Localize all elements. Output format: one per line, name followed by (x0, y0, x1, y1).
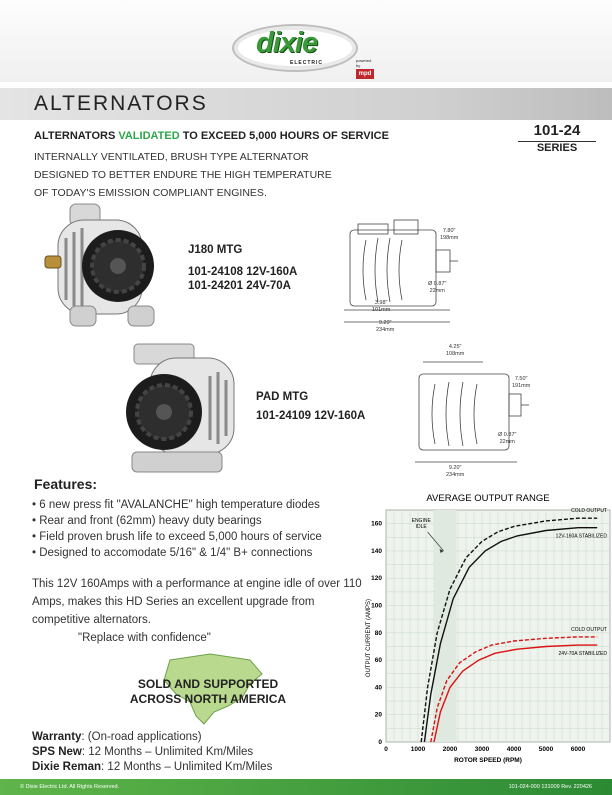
alternator-photo-pad (110, 340, 240, 480)
warranty-text: : (On-road applications) (81, 731, 202, 743)
output-chart (356, 488, 607, 778)
dim-text: 4.25" (448, 344, 462, 350)
y-tick-label: 0 (378, 739, 382, 746)
sps-label: SPS New (32, 746, 82, 758)
dim-text: 234mm (446, 472, 465, 478)
y-tick-label: 20 (374, 711, 382, 719)
mounting1-title: J180 MTG (188, 244, 243, 256)
y-tick-label: 120 (371, 575, 382, 583)
dim-text: 9.20" (378, 320, 392, 326)
description-paragraph: This 12V 160Amps with a performance at engine idle of over 110 Amps, makes this HD Series an excellent upgrade from competitive alternators. (32, 578, 362, 626)
y-tick-label: 40 (374, 684, 382, 692)
feature-item: • 6 new press fit "AVALANCHE" high temperature diodes (32, 497, 322, 513)
series-label-1: 12V-160A STABILIZED (555, 533, 607, 540)
series-box (518, 122, 596, 154)
reman-line (32, 760, 272, 775)
description-line: OF TODAY'S EMISSION COMPLIANT ENGINES. (34, 187, 267, 199)
sps-text: : 12 Months – Unlimited Km/Miles (81, 746, 254, 758)
y-tick-label: 80 (374, 629, 382, 637)
dim-text: 7.80" (442, 228, 456, 234)
dim2-c (498, 432, 516, 446)
x-tick-label: 3000 (474, 746, 490, 753)
tagline-quote: "Replace with confidence" (78, 632, 211, 644)
feature-item: • Field proven brush life to exceed 5,000 hours of service (32, 529, 322, 545)
headline-part1: ALTERNATORS (34, 130, 119, 142)
dim-text: Ø 0.87" (498, 432, 517, 438)
page-title: ALTERNATORS (34, 92, 208, 115)
x-tick-label: 1000 (410, 746, 426, 753)
mounting2-title: PAD MTG (256, 391, 309, 403)
headline-highlight: VALIDATED (118, 130, 180, 142)
dim1-d (376, 320, 394, 334)
x-tick-label: 4000 (506, 746, 522, 753)
x-tick-label: 5000 (538, 746, 554, 753)
chart-title: AVERAGE OUTPUT RANGE (426, 493, 550, 504)
sps-line (32, 745, 272, 760)
dim-text: 191mm (512, 383, 531, 389)
logo-subtitle: ELECTRIC (290, 60, 323, 66)
warranty-line (32, 730, 272, 745)
mounting1-part: 101-24108 12V-160A (188, 266, 298, 278)
warranty-label: Warranty (32, 731, 82, 743)
description-line: INTERNALLY VENTILATED, BRUSH TYPE ALTERNATOR (34, 151, 309, 163)
dim-text: 7.50" (514, 376, 528, 382)
description-line: DESIGNED TO BETTER ENDURE THE HIGH TEMPERATURE (34, 169, 332, 181)
engine-idle-label: ENGINE (411, 518, 431, 524)
x-tick-label: 2000 (442, 746, 458, 753)
series-number: 101-24 (518, 122, 596, 142)
y-tick-label: 60 (374, 657, 382, 665)
dim-text: 9.20" (448, 465, 462, 471)
dim-text: 22mm (499, 439, 515, 445)
series-label: SERIES (536, 142, 578, 154)
dim-text: 101mm (372, 307, 391, 313)
dim-text: 108mm (446, 351, 465, 357)
dim1-c (372, 300, 390, 314)
y-tick-label: 100 (371, 602, 382, 610)
series-label-3: 24V-70A STABILIZED (558, 651, 607, 658)
dim-text: 198mm (440, 235, 459, 241)
x-tick-label: 6000 (570, 746, 586, 753)
footer-doc-id: 101-024-000 131009 Rev. 220426 (508, 784, 592, 790)
series-label-2: COLD OUTPUT (571, 626, 607, 633)
alternator-photo-j180 (40, 198, 170, 333)
sold-supported-text (128, 677, 288, 707)
reman-text: : 12 Months – Unlimited Km/Miles (101, 761, 273, 773)
warranty-block (32, 730, 272, 775)
dixie-logo: dixie (256, 27, 318, 59)
footer (0, 779, 612, 795)
headline (34, 130, 389, 142)
dim2-b (512, 376, 530, 390)
headline-part2: TO EXCEED 5,000 HOURS OF SERVICE (179, 130, 389, 142)
dim-text: 3.98" (374, 300, 388, 306)
series-label-0: COLD OUTPUT (571, 508, 607, 515)
engine-idle-label: IDLE (415, 524, 427, 530)
features-list (32, 497, 322, 561)
reman-label: Dixie Reman (32, 761, 102, 773)
powered-by-badge (356, 58, 376, 76)
dim2-d (446, 465, 464, 479)
dim-text: Ø 0.87" (428, 281, 447, 287)
sold-line: ACROSS NORTH AMERICA (129, 692, 287, 706)
chart-ylabel: OUTPUT CURRENT (AMPS) (366, 598, 372, 678)
dim-text: 234mm (376, 327, 395, 333)
dim1-a (440, 228, 458, 242)
dim-text: 22mm (429, 288, 445, 294)
mounting2-part: 101-24109 12V-160A (256, 410, 366, 422)
description (34, 148, 394, 202)
y-tick-label: 140 (371, 547, 382, 555)
feature-item: • Rear and front (62mm) heavy duty bearings (32, 513, 322, 529)
footer-copyright: © Dixie Electric Ltd. All Rights Reserved. (20, 784, 120, 790)
chart-xlabel: ROTOR SPEED (RPM) (454, 757, 522, 764)
powered-by-text: powered by (356, 58, 372, 68)
title-banner (0, 88, 612, 120)
y-tick-label: 160 (371, 520, 382, 528)
x-tick-label: 0 (384, 746, 388, 753)
dim2-a (446, 344, 464, 358)
dim1-b (428, 281, 446, 295)
sold-line: SOLD AND SUPPORTED (137, 677, 279, 691)
mpd-logo: mpd (356, 69, 374, 79)
mounting1-part: 101-24201 24V-70A (188, 280, 291, 292)
feature-item: • Designed to accomodate 5/16" & 1/4" B+ connections (32, 545, 322, 561)
features-title: Features: (34, 476, 98, 492)
